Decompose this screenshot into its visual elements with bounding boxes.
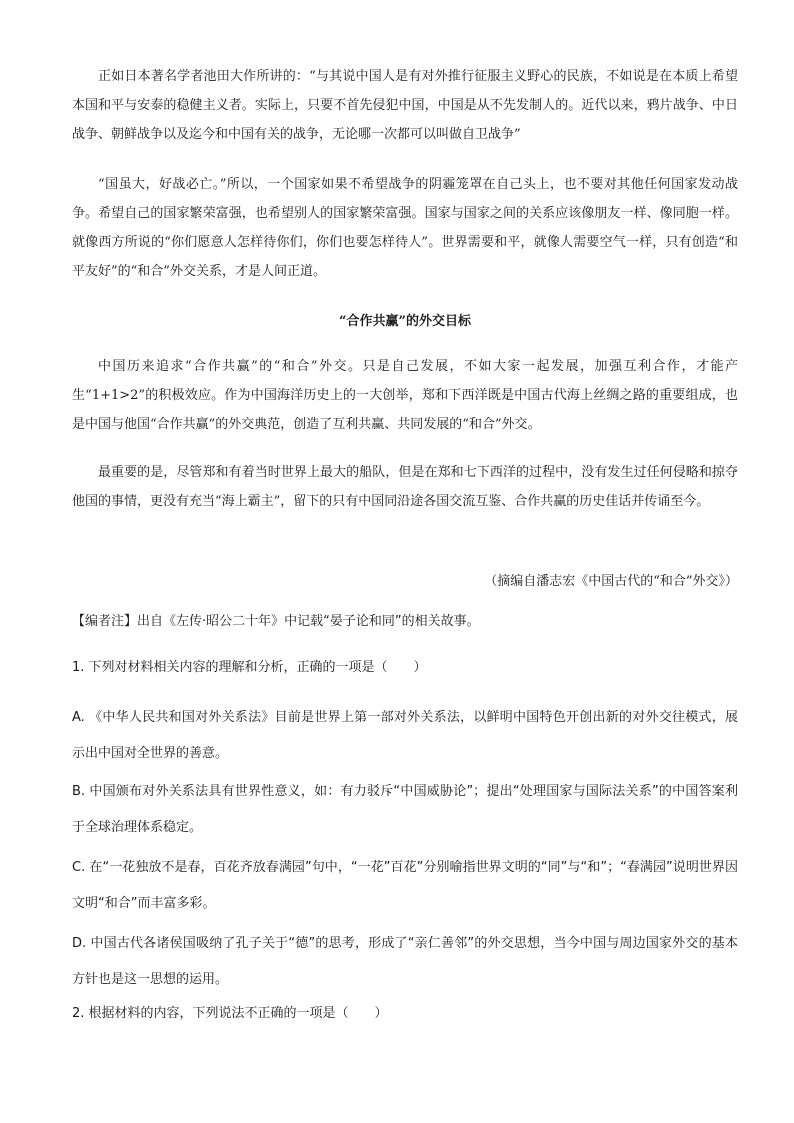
question-1-option-d: D. 中国古代各诸侯国吸纳了孔子关于“德”的思考，形成了“亲仁善邻”的外交思想，当今中国与周边国家外交的基本方针也是这一思想的运用。	[72, 936, 738, 987]
passage-paragraph-1: 正如日本著名学者池田大作所讲的：“与其说中国人是有对外推行征服主义野心的民族，不如说是在本质上希望本国和平与安泰的稳健主义者。实际上，只要不首先侵犯中国，中国是从不先发制人的。近代以来，鸦片战争、中日战争、朝鲜战争以及迄今和中国有关的战争，无论哪一次都可以叫做自卫战争”	[72, 69, 738, 142]
editor-note: 【编者注】出自《左传·昭公二十年》中记载“晏子论和同”的相关故事。	[72, 614, 480, 629]
question-1-option-c: C. 在“一花独放不是春，百花齐放春满园”句中，“一花”百花”分别喻指世界文明的“同”与“和”；“春满园”说明世界因文明“和合”而丰富多彩。	[72, 860, 738, 911]
passage-source: （摘编自潘志宏《中国古代的“和合”外交》）	[484, 574, 738, 589]
passage-paragraph-4: 最重要的是，尽管郑和有着当时世界上最大的船队，但是在郑和七下西洋的过程中，没有发生过任何侵略和掠夺他国的事情，更没有充当“海上霸主”，留下的只有中国同沿途各国交流互鉴、合作共赢的历史佳话并传诵至今。	[72, 465, 738, 509]
question-1-option-b: B. 中国颁布对外关系法具有世界性意义，如：有力驳斥“中国威胁论”；提出“处理国家与国际法关系”的中国答案利于全球治理体系稳定。	[72, 784, 738, 835]
question-2-stem: 2. 根据材料的内容，下列说法不正确的一项是（ ）	[72, 1006, 388, 1021]
section-heading: “合作共赢”的外交目标	[339, 314, 471, 329]
passage-paragraph-2: “国虽大，好战必亡。”所以，一个国家如果不希望战争的阴霾笼罩在自己头上，也不要对其他任何国家发动战争。希望自己的国家繁荣富强，也希望别人的国家繁荣富强。国家与国家之间的关系应该像朋友一样、像同胞一样。就像西方所说的“你们愿意人怎样待你们，你们也要怎样待人”。世界需要和平，就像人需要空气一样，只有创造“和平友好”的“和合”外交关系，才是人间正道。	[72, 177, 738, 279]
passage-paragraph-3: 中国历来追求“合作共赢”的“和合”外交。只是自己发展，不如大家一起发展，加强互利合作，才能产生“1+1>2”的积极效应。作为中国海洋历史上的一大创举，郑和下西洋既是中国古代海上丝绸之路的重要组成，也是中国与他国“合作共赢”的外交典范，创造了互利共赢、共同发展的“和合”外交。	[72, 359, 738, 432]
question-1-stem: 1. 下列对材料相关内容的理解和分析，正确的一项是（ ）	[72, 660, 427, 675]
question-1-option-a: A. 《中华人民共和国对外关系法》目前是世界上第一部对外关系法，以鲜明中国特色开创出新的对外交往模式，展示出中国对全世界的善意。	[72, 710, 738, 761]
